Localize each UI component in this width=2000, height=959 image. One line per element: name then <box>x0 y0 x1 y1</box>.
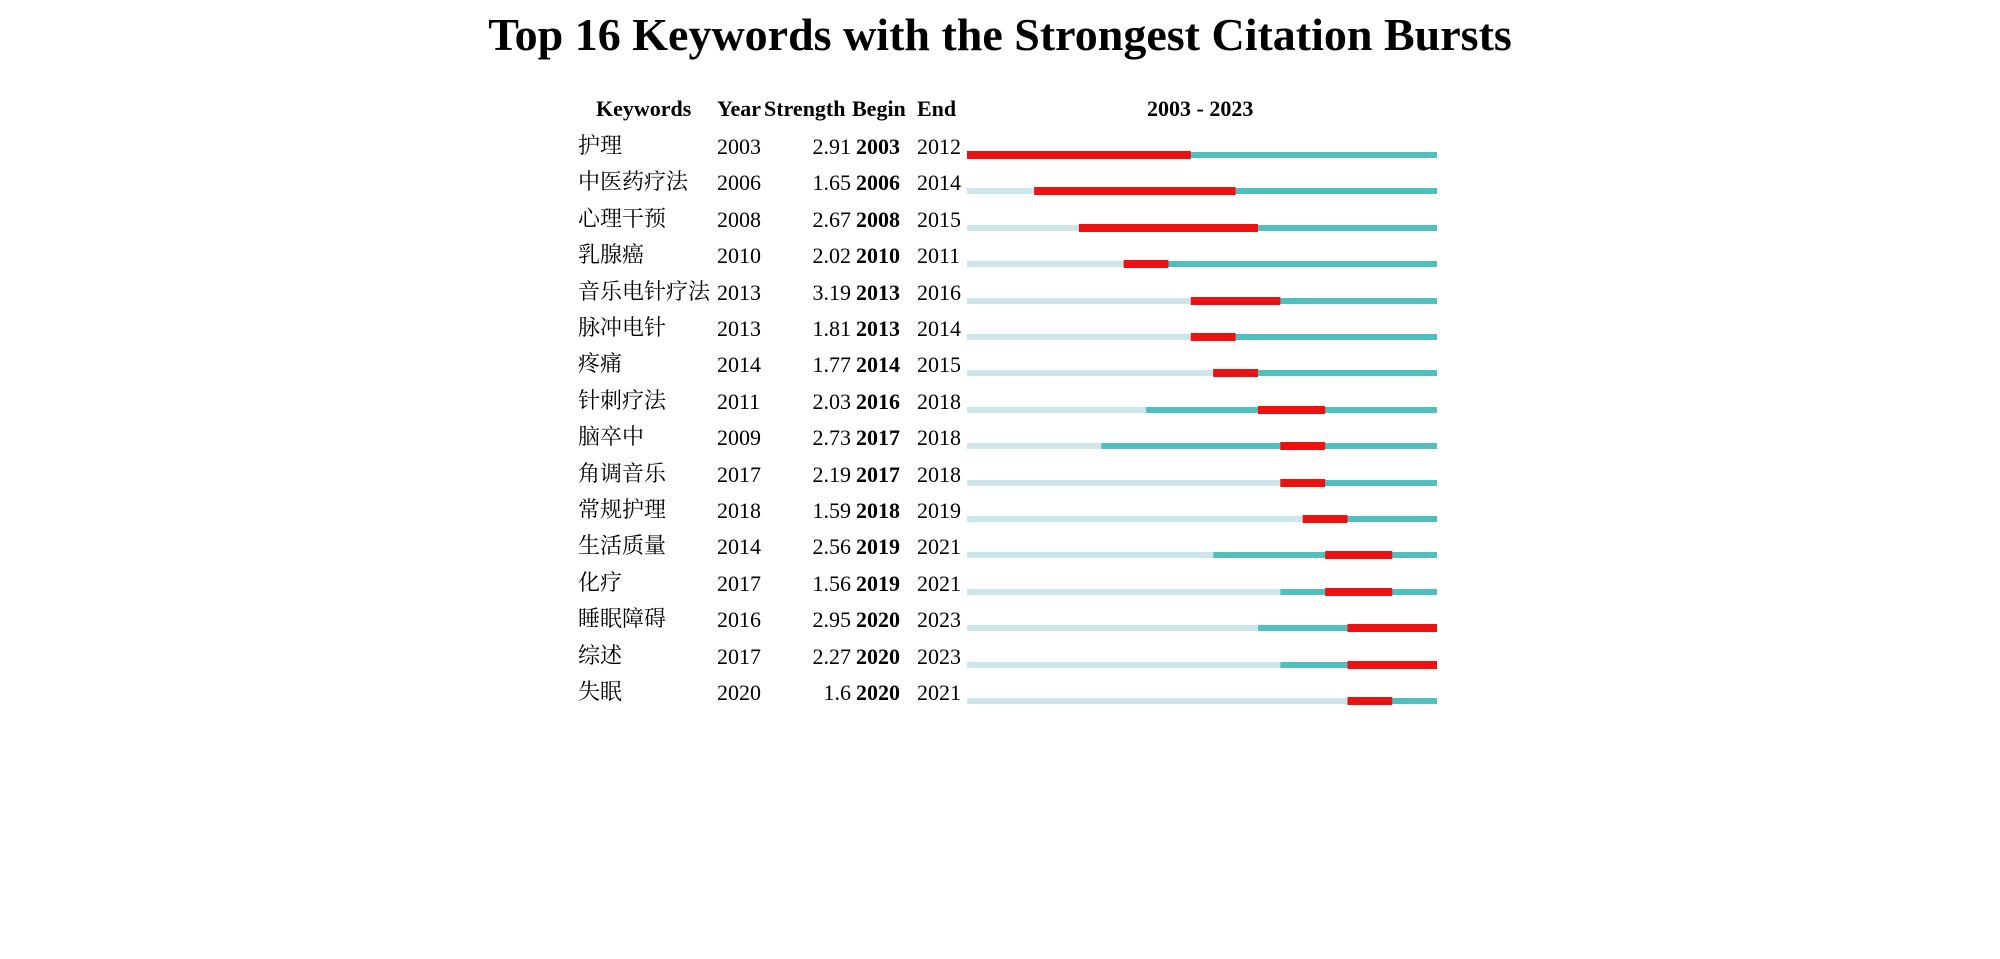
year-cell: 2017 <box>717 643 761 669</box>
keyword-cell: 护理 <box>578 134 623 159</box>
timeline-before-segment <box>967 589 1280 595</box>
keyword-cell: 睡眠障碍 <box>578 607 667 633</box>
burst-segment <box>967 151 1191 159</box>
strength-cell: 2.73 <box>812 425 851 451</box>
keyword-cell: 心理干预 <box>578 206 667 232</box>
table-row <box>0 678 2000 714</box>
timeline-before-segment <box>967 261 1124 267</box>
keyword-cell: 脑卒中 <box>578 425 645 451</box>
burst-segment <box>1347 661 1437 669</box>
begin-cell: 2017 <box>856 461 900 487</box>
timeline-before-segment <box>967 407 1146 413</box>
begin-cell: 2003 <box>856 134 900 159</box>
timeline-bar <box>967 314 1437 350</box>
table-row <box>0 387 2000 423</box>
year-cell: 2017 <box>717 570 761 596</box>
strength-cell: 2.91 <box>812 134 851 159</box>
burst-segment <box>1280 479 1325 487</box>
timeline-bar <box>967 569 1437 605</box>
end-cell: 2014 <box>917 316 961 341</box>
timeline-bar <box>967 241 1437 277</box>
table-row <box>0 460 2000 496</box>
table-row <box>0 205 2000 241</box>
begin-cell: 2008 <box>856 206 900 232</box>
year-cell: 2008 <box>717 206 761 232</box>
strength-cell: 2.67 <box>812 206 851 232</box>
table-row <box>0 168 2000 204</box>
strength-cell: 2.27 <box>812 643 851 669</box>
keyword-cell: 脉冲电针 <box>578 316 667 341</box>
header-year: Year <box>717 96 761 121</box>
end-cell: 2023 <box>917 607 961 633</box>
strength-cell: 2.95 <box>812 607 851 633</box>
timeline-bar <box>967 387 1437 423</box>
table-row <box>0 132 2000 168</box>
burst-segment <box>1213 369 1258 377</box>
table-row <box>0 241 2000 277</box>
burst-segment <box>1124 260 1169 268</box>
end-cell: 2011 <box>917 243 961 269</box>
year-cell: 2018 <box>717 498 761 523</box>
strength-cell: 1.59 <box>812 498 851 523</box>
burst-segment <box>1079 224 1258 232</box>
chart-title: Top 16 Keywords with the Strongest Citation Bursts <box>488 9 1512 60</box>
table-row <box>0 496 2000 532</box>
keyword-cell: 综述 <box>578 643 623 669</box>
timeline-bar <box>967 278 1437 314</box>
timeline-before-segment <box>967 480 1280 486</box>
burst-segment <box>1325 588 1392 596</box>
timeline-bar <box>967 350 1437 386</box>
strength-cell: 2.19 <box>812 461 851 487</box>
burst-segment <box>1347 697 1392 705</box>
timeline-bar <box>967 132 1437 168</box>
header-keywords: Keywords <box>596 96 692 121</box>
end-cell: 2014 <box>917 170 961 196</box>
strength-cell: 1.56 <box>812 570 851 596</box>
timeline-bar <box>967 168 1437 204</box>
table-row <box>0 605 2000 641</box>
timeline-bar <box>967 605 1437 641</box>
table-row <box>0 423 2000 459</box>
end-cell: 2021 <box>917 534 961 560</box>
strength-cell: 1.6 <box>823 680 851 705</box>
year-cell: 2014 <box>717 352 761 378</box>
timeline-before-segment <box>967 625 1258 631</box>
begin-cell: 2017 <box>856 425 900 451</box>
strength-cell: 1.77 <box>812 352 851 378</box>
end-cell: 2023 <box>917 643 961 669</box>
begin-cell: 2019 <box>856 570 900 596</box>
year-cell: 2013 <box>717 316 761 341</box>
keyword-cell: 生活质量 <box>578 534 667 560</box>
timeline-before-segment <box>967 443 1101 449</box>
strength-cell: 1.81 <box>812 316 851 341</box>
timeline-active-segment <box>1101 443 1437 449</box>
keyword-cell: 中医药疗法 <box>578 170 689 196</box>
begin-cell: 2020 <box>856 607 900 633</box>
begin-cell: 2014 <box>856 352 900 378</box>
timeline-before-segment <box>967 370 1213 376</box>
strength-cell: 3.19 <box>812 279 851 305</box>
year-cell: 2017 <box>717 461 761 487</box>
end-cell: 2015 <box>917 206 961 232</box>
table-row <box>0 532 2000 568</box>
year-cell: 2009 <box>717 425 761 451</box>
table-row <box>0 642 2000 678</box>
timeline-bar <box>967 496 1437 532</box>
begin-cell: 2013 <box>856 279 900 305</box>
strength-cell: 2.56 <box>812 534 851 560</box>
begin-cell: 2020 <box>856 680 900 705</box>
timeline-before-segment <box>967 516 1303 522</box>
timeline-bar <box>967 678 1437 714</box>
begin-cell: 2018 <box>856 498 900 523</box>
begin-cell: 2010 <box>856 243 900 269</box>
end-cell: 2019 <box>917 498 961 523</box>
end-cell: 2021 <box>917 570 961 596</box>
keyword-cell: 音乐电针疗法 <box>578 279 711 305</box>
keyword-cell: 常规护理 <box>578 498 667 523</box>
strength-cell: 2.02 <box>812 243 851 269</box>
year-cell: 2016 <box>717 607 761 633</box>
table-row <box>0 278 2000 314</box>
year-cell: 2020 <box>717 680 761 705</box>
year-cell: 2011 <box>717 388 761 414</box>
timeline-before-segment <box>967 334 1191 340</box>
begin-cell: 2016 <box>856 388 900 414</box>
year-cell: 2006 <box>717 170 761 196</box>
begin-cell: 2006 <box>856 170 900 196</box>
burst-segment <box>1258 406 1325 414</box>
burst-segment <box>1191 297 1281 305</box>
burst-segment <box>1347 624 1437 632</box>
table-row <box>0 569 2000 605</box>
begin-cell: 2019 <box>856 534 900 560</box>
end-cell: 2018 <box>917 425 961 451</box>
strength-cell: 1.65 <box>812 170 851 196</box>
timeline-before-segment <box>967 552 1213 558</box>
keyword-cell: 乳腺癌 <box>578 243 645 269</box>
year-cell: 2010 <box>717 243 761 269</box>
year-cell: 2013 <box>717 279 761 305</box>
year-cell: 2003 <box>717 134 761 159</box>
table-row <box>0 314 2000 350</box>
end-cell: 2015 <box>917 352 961 378</box>
header-strength: Strength <box>764 96 846 121</box>
timeline-before-segment <box>967 662 1280 668</box>
burst-segment <box>1280 442 1325 450</box>
header-begin: Begin <box>852 96 906 121</box>
keyword-cell: 化疗 <box>578 570 623 596</box>
timeline-bar <box>967 460 1437 496</box>
timeline-active-segment <box>1213 552 1437 558</box>
end-cell: 2021 <box>917 680 961 705</box>
header-end: End <box>917 96 957 121</box>
end-cell: 2012 <box>917 134 961 159</box>
begin-cell: 2013 <box>856 316 900 341</box>
keyword-cell: 角调音乐 <box>578 461 667 487</box>
timeline-before-segment <box>967 188 1034 194</box>
timeline-bar <box>967 423 1437 459</box>
timeline-bar <box>967 532 1437 568</box>
timeline-bar <box>967 205 1437 241</box>
burst-segment <box>1325 551 1392 559</box>
end-cell: 2018 <box>917 461 961 487</box>
keyword-cell: 针刺疗法 <box>578 388 667 414</box>
burst-segment <box>1303 515 1348 523</box>
strength-cell: 2.03 <box>812 388 851 414</box>
keyword-cell: 疼痛 <box>578 352 623 378</box>
timeline-before-segment <box>967 225 1079 231</box>
year-cell: 2014 <box>717 534 761 560</box>
timeline-bar <box>967 642 1437 678</box>
timeline-before-segment <box>967 298 1191 304</box>
burst-segment <box>1034 187 1235 195</box>
header-timeline-range: 2003 - 2023 <box>1147 96 1254 121</box>
begin-cell: 2020 <box>856 643 900 669</box>
timeline-active-segment <box>1124 261 1437 267</box>
timeline-before-segment <box>967 698 1347 704</box>
table-row <box>0 350 2000 386</box>
burst-segment <box>1191 333 1236 341</box>
keyword-cell: 失眠 <box>578 680 623 705</box>
end-cell: 2018 <box>917 388 961 414</box>
end-cell: 2016 <box>917 279 961 305</box>
